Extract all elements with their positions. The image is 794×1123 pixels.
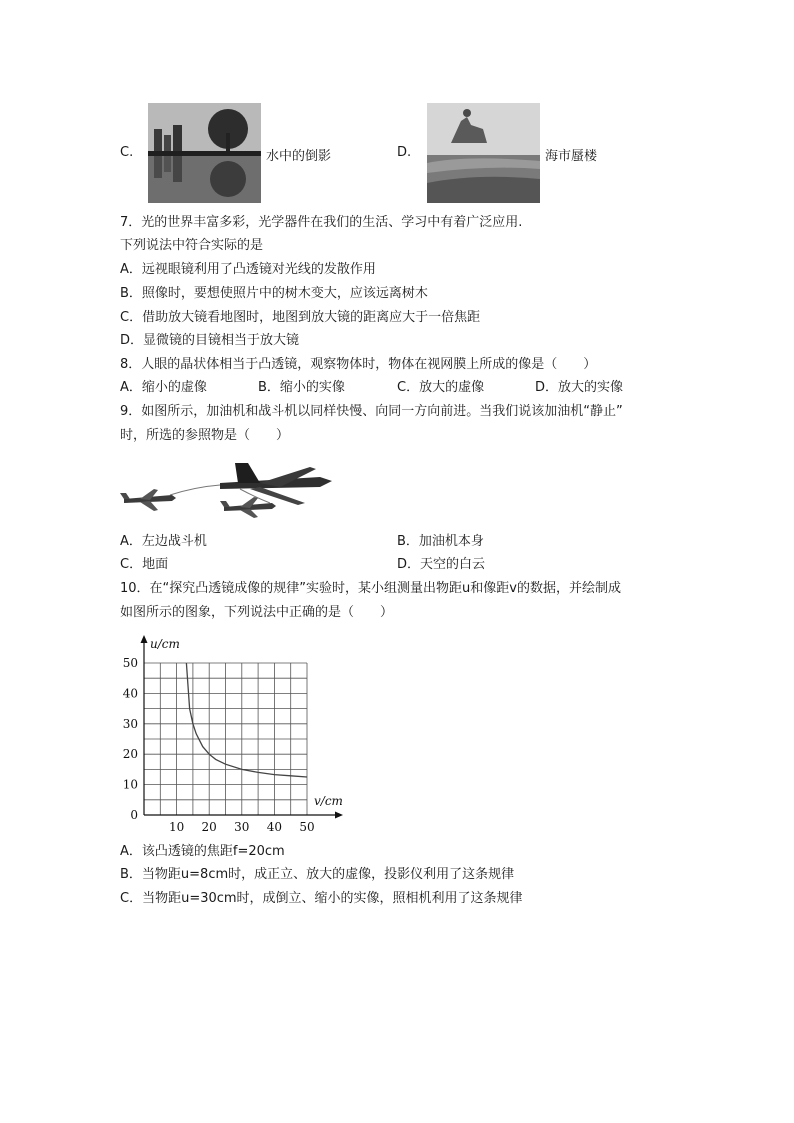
q7-stem-line-2: 下列说法中符合实际的是 — [120, 238, 264, 253]
q10-stem-line-1: 10．在“探究凸透镜成像的规律”实验时，某小组测量出物距u和像距v的数据，并绘制成 — [120, 581, 621, 596]
q7-stem-text: ．光的世界丰富多彩，光学器件在我们的生活、学习中有着广泛应用. — [128, 215, 523, 230]
q8-option-a: A．缩小的虚像 — [120, 380, 207, 395]
x-tick-label: 40 — [266, 820, 283, 834]
y-tick-label: 30 — [122, 716, 138, 731]
q7-option-d: D．显微镜的目镜相当于放大镜 — [120, 333, 300, 348]
x-tick-label: 10 — [168, 820, 185, 834]
q7-number: 7 — [120, 215, 129, 230]
x-tick-label: 50 — [299, 820, 315, 834]
y-tick-label: 10 — [122, 777, 138, 792]
q6-option-c-text: 水中的倒影 — [266, 149, 332, 164]
y-axis-arrow — [141, 635, 148, 643]
q8-stem: 8．人眼的晶状体相当于凸透镜，观察物体时，物体在视网膜上所成的像是（ ） — [120, 357, 597, 372]
u-v-curve — [186, 663, 307, 777]
y-axis-label: u/cm — [150, 637, 180, 651]
y-tick-label: 0 — [130, 808, 138, 822]
q9-option-b: B．加油机本身 — [397, 534, 484, 549]
graph-tick-labels — [123, 656, 315, 834]
q7-option-c: C．借助放大镜看地图时，地图到放大镜的距离应大于一倍焦距 — [120, 310, 481, 325]
q10-option-c: C．当物距u=30cm时，成倒立、缩小的实像，照相机利用了这条规律 — [120, 891, 523, 906]
q6-option-c-label: C. — [120, 145, 134, 160]
reflection-photo — [148, 103, 261, 203]
u-v-graph — [120, 630, 360, 835]
q10-option-a: A．该凸透镜的焦距f=20cm — [120, 844, 285, 859]
q7-stem-line-1 — [120, 214, 522, 232]
q9-option-c: C．地面 — [120, 557, 169, 572]
y-tick-label: 40 — [122, 686, 138, 701]
mirage-photo — [427, 103, 540, 203]
tanker-aircraft — [220, 463, 332, 505]
reflection-photo-image — [148, 103, 261, 203]
q9-stem-line-1: 9．如图所示，加油机和战斗机以同样快慢、向同一方向前进。当我们说该加油机“静止” — [120, 404, 623, 419]
right-fighter-jet — [220, 497, 276, 518]
q7-option-b: B．照像时，要想使照片中的树木变大，应该远离树木 — [120, 286, 428, 301]
q9-option-a: A．左边战斗机 — [120, 534, 207, 549]
mirage-photo-image — [427, 103, 540, 203]
q10-stem-line-2: 如图所示的图象，下列说法中正确的是（ ） — [120, 605, 394, 620]
y-tick-label: 50 — [122, 656, 138, 670]
x-axis-arrow — [335, 812, 343, 819]
q8-option-c: C．放大的虚像 — [397, 380, 485, 395]
q7-option-a: A．远视眼镜利用了凸透镜对光线的发散作用 — [120, 262, 376, 277]
q6-option-d-label: D. — [397, 145, 412, 160]
x-tick-label: 20 — [201, 820, 217, 834]
q9-option-d: D．天空的白云 — [397, 557, 486, 572]
y-tick-label: 20 — [122, 747, 138, 762]
q8-option-d: D．放大的实像 — [535, 380, 624, 395]
refuel-hose-left — [170, 485, 220, 495]
x-tick-label: 30 — [234, 820, 250, 834]
q6-option-d-text: 海市蜃楼 — [545, 149, 598, 164]
q8-option-b: B．缩小的实像 — [258, 380, 345, 395]
left-fighter-jet — [120, 489, 176, 511]
q10-option-b: B．当物距u=8cm时，成正立、放大的虚像，投影仪利用了这条规律 — [120, 867, 515, 882]
refueling-aircraft-figure — [120, 455, 335, 520]
q9-stem-line-2: 时，所选的参照物是（ ） — [120, 428, 290, 443]
graph-grid — [144, 663, 307, 815]
x-axis-label: v/cm — [314, 794, 343, 808]
